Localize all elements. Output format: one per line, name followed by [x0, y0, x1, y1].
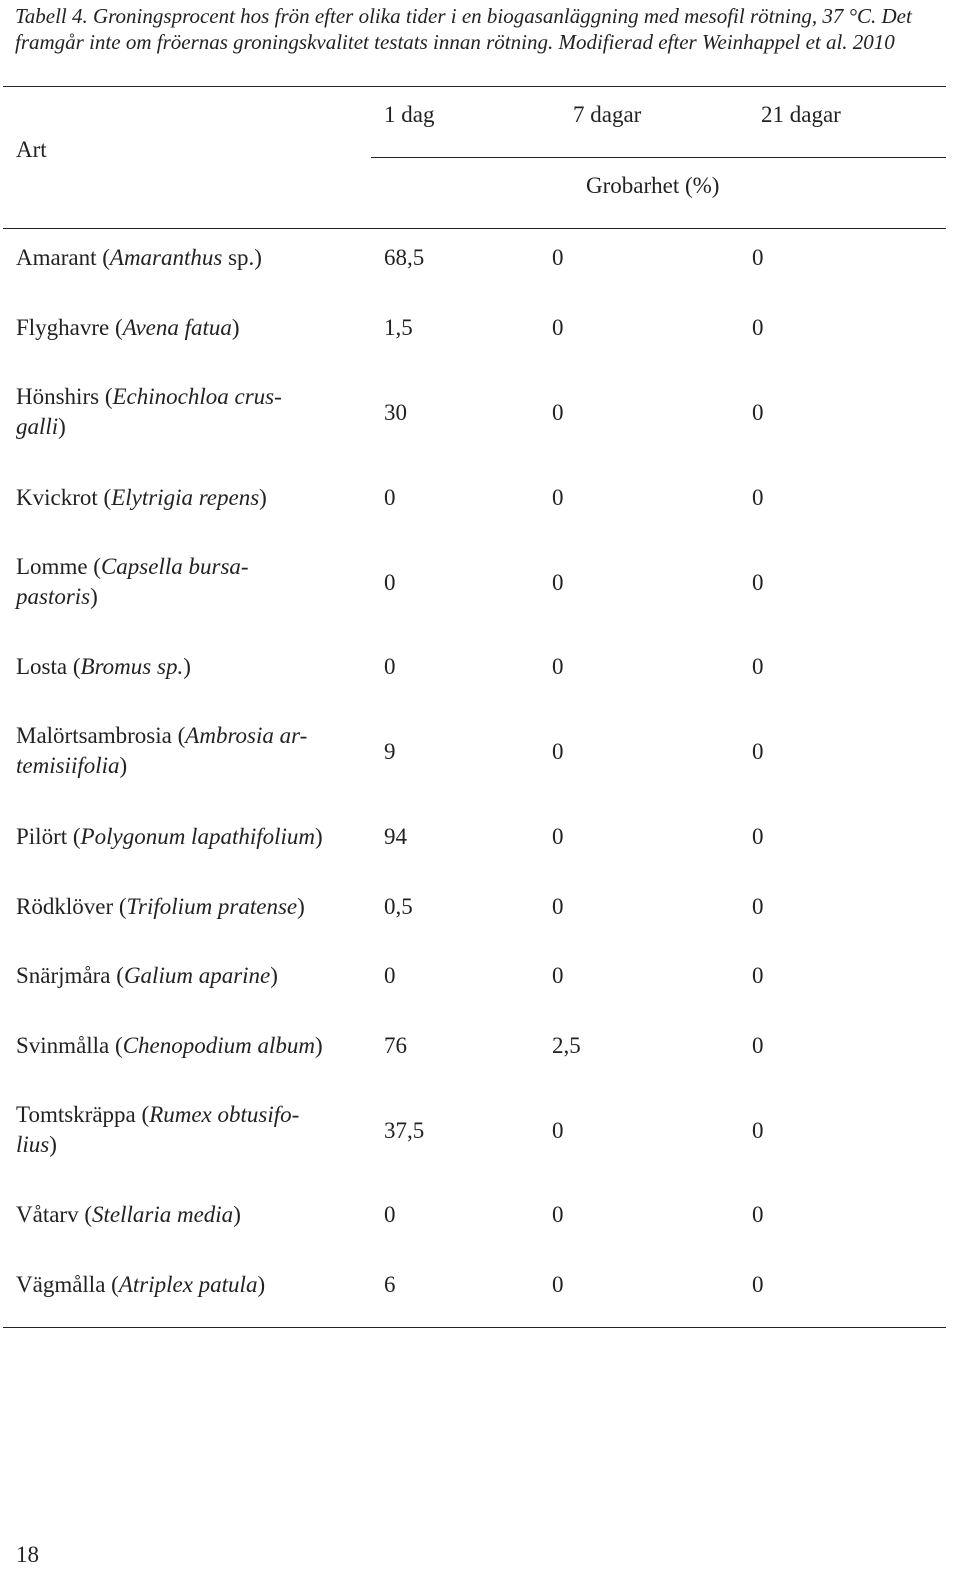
header-bottom-rule: [3, 228, 946, 229]
cell-21-dagar: 0: [752, 963, 764, 988]
table-row-lomme-species-line1: Lomme (Capsella bursa-: [16, 554, 249, 579]
table-row-kvickrot-species: Kvickrot (Elytrigia repens): [16, 485, 267, 510]
cell-1-dag: 0: [384, 963, 396, 988]
table-row-amarant-species: Amarant (Amaranthus sp.): [16, 245, 262, 270]
table-row-tomtskrappa-species-line1: Tomtskräppa (Rumex obtusifo-: [16, 1102, 300, 1127]
header-art: Art: [16, 137, 47, 162]
cell-1-dag: 0: [384, 1202, 396, 1227]
header-7-dagar: 7 dagar: [573, 102, 642, 127]
cell-1-dag: 9: [384, 739, 396, 764]
cell-7-dagar: 0: [552, 485, 564, 510]
table-row-honshirs-species-line1: Hönshirs (Echinochloa crus-: [16, 384, 282, 409]
cell-21-dagar: 0: [752, 894, 764, 919]
table-row-snarjmara-species: Snärjmåra (Galium aparine): [16, 963, 278, 988]
cell-1-dag: 37,5: [384, 1118, 425, 1143]
caption-label: Tabell 4.: [15, 4, 88, 28]
table-top-rule: [3, 86, 946, 87]
table-row-honshirs-species-line2: galli): [16, 414, 66, 439]
cell-21-dagar: 0: [752, 400, 764, 425]
cell-7-dagar: 0: [552, 1118, 564, 1143]
cell-1-dag: 68,5: [384, 245, 425, 270]
header-mid-rule: [371, 157, 946, 158]
cell-21-dagar: 0: [752, 1033, 764, 1058]
cell-7-dagar: 0: [552, 1202, 564, 1227]
cell-21-dagar: 0: [752, 654, 764, 679]
cell-1-dag: 0: [384, 570, 396, 595]
cell-7-dagar: 0: [552, 400, 564, 425]
cell-21-dagar: 0: [752, 570, 764, 595]
cell-1-dag: 0: [384, 485, 396, 510]
cell-21-dagar: 0: [752, 245, 764, 270]
cell-7-dagar: 0: [552, 894, 564, 919]
cell-1-dag: 94: [384, 824, 407, 849]
table-caption: [15, 4, 950, 55]
caption-text: Groningsprocent hos frön efter olika tider i en biogasanläggning med mesofil rötning, 37 °C. Det framgår inte om fröernas groningskvalitet testats innan rötning. Modifierad efter Weinhappel et al. 2010: [15, 4, 912, 54]
header-21-dagar: 21 dagar: [761, 102, 841, 127]
cell-1-dag: 0,5: [384, 894, 413, 919]
table-row-lomme-species-line2: pastoris): [16, 584, 98, 609]
cell-21-dagar: 0: [752, 739, 764, 764]
table-row-vagmalla-species: Vägmålla (Atriplex patula): [16, 1272, 266, 1297]
header-unit: Grobarhet (%): [586, 173, 720, 198]
page-number: 18: [16, 1542, 39, 1567]
cell-1-dag: 1,5: [384, 315, 413, 340]
cell-7-dagar: 0: [552, 1272, 564, 1297]
cell-7-dagar: 2,5: [552, 1033, 581, 1058]
table-row-tomtskrappa-species-line2: lius): [16, 1132, 57, 1157]
header-1-dag: 1 dag: [384, 102, 435, 127]
cell-7-dagar: 0: [552, 315, 564, 340]
table-row-vatarv-species: Våtarv (Stellaria media): [16, 1202, 241, 1227]
table-row-svinmalla-species: Svinmålla (Chenopodium album): [16, 1033, 323, 1058]
cell-7-dagar: 0: [552, 245, 564, 270]
cell-1-dag: 6: [384, 1272, 396, 1297]
cell-1-dag: 30: [384, 400, 407, 425]
table-row-losta-species: Losta (Bromus sp.): [16, 654, 191, 679]
cell-1-dag: 76: [384, 1033, 407, 1058]
table-bottom-rule: [3, 1327, 946, 1328]
cell-21-dagar: 0: [752, 1272, 764, 1297]
cell-1-dag: 0: [384, 654, 396, 679]
cell-21-dagar: 0: [752, 1118, 764, 1143]
cell-7-dagar: 0: [552, 654, 564, 679]
cell-21-dagar: 0: [752, 824, 764, 849]
table-row-flyghavre-species: Flyghavre (Avena fatua): [16, 315, 240, 340]
cell-21-dagar: 0: [752, 315, 764, 340]
cell-7-dagar: 0: [552, 963, 564, 988]
cell-21-dagar: 0: [752, 485, 764, 510]
table-row-rodklover-species: Rödklöver (Trifolium pratense): [16, 894, 305, 919]
cell-7-dagar: 0: [552, 739, 564, 764]
cell-7-dagar: 0: [552, 570, 564, 595]
cell-21-dagar: 0: [752, 1202, 764, 1227]
table-row-malortsambrosia-species-line2: temisiifolia): [16, 753, 128, 778]
cell-7-dagar: 0: [552, 824, 564, 849]
table-row-pilort-species: Pilört (Polygonum lapathifolium): [16, 824, 323, 849]
table-row-malortsambrosia-species-line1: Malörtsambrosia (Ambrosia ar-: [16, 723, 308, 748]
